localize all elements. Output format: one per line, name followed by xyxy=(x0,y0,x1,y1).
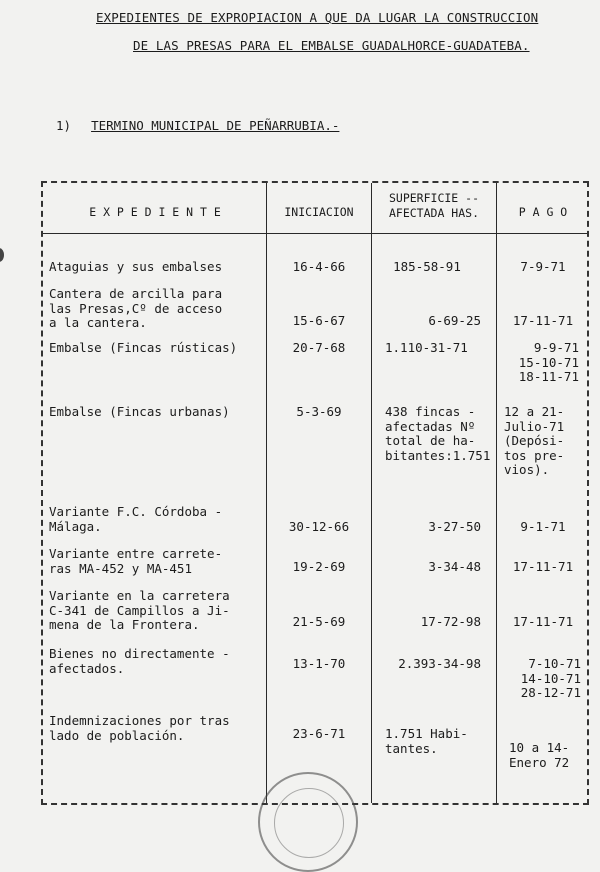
row-pago: 9-1-71 xyxy=(520,519,566,534)
row-pago: 10 a 14- Enero 72 xyxy=(509,740,570,770)
row-superficie: 3-34-48 xyxy=(428,559,481,574)
row-iniciacion: 5-3-69 xyxy=(296,404,342,419)
section-number: 1) xyxy=(56,118,72,133)
row-superficie: 185-58-91 xyxy=(393,259,461,274)
row-iniciacion: 15-6-67 xyxy=(292,313,346,328)
row-pago: 17-11-71 xyxy=(512,614,574,629)
document-title-line2: DE LAS PRESAS PARA EL EMBALSE GUADALHORCE-GUADATEBA. xyxy=(133,38,530,53)
column-divider xyxy=(371,183,372,803)
row-iniciacion: 30-12-66 xyxy=(288,519,350,534)
header-superficie: SUPERFICIE -- AFECTADA HAS. xyxy=(388,191,479,220)
row-iniciacion: 13-1-70 xyxy=(292,656,346,671)
header-pago: P A G O xyxy=(518,205,568,219)
header-divider xyxy=(43,233,587,234)
row-superficie: 2.393-34-98 xyxy=(398,656,481,671)
row-iniciacion: 19-2-69 xyxy=(292,559,346,574)
row-expediente: Variante en la carretera C-341 de Campillos a Ji- mena de la Frontera. xyxy=(49,588,230,632)
row-iniciacion: 23-6-71 xyxy=(292,726,346,741)
expropriation-table xyxy=(41,181,589,805)
row-pago: 9-9-71 15-10-71 18-11-71 xyxy=(518,340,579,384)
row-pago: 12 a 21- Julio-71 (Depósi- tos pre- vios). xyxy=(504,404,565,477)
header-iniciacion: INICIACION xyxy=(284,205,354,219)
section-title: TERMINO MUNICIPAL DE PEÑARRUBIA.- xyxy=(91,118,340,133)
row-iniciacion: 21-5-69 xyxy=(292,614,346,629)
header-expediente: E X P E D I E N T E xyxy=(89,205,221,219)
row-pago: 7-9-71 xyxy=(520,259,566,274)
row-expediente: Variante entre carrete- ras MA-452 y MA-451 xyxy=(49,546,223,576)
row-expediente: Variante F.C. Córdoba - Málaga. xyxy=(49,504,223,534)
row-expediente: Ataguias y sus embalses xyxy=(49,259,223,274)
column-divider xyxy=(496,183,497,803)
document-title-line1: EXPEDIENTES DE EXPROPIACION A QUE DA LUGAR LA CONSTRUCCION xyxy=(96,10,539,25)
row-pago: 17-11-71 xyxy=(512,313,574,328)
row-superficie: 6-69-25 xyxy=(428,313,481,328)
row-expediente: Embalse (Fincas rústicas) xyxy=(49,340,238,355)
row-superficie: 3-27-50 xyxy=(428,519,481,534)
row-expediente: Embalse (Fincas urbanas) xyxy=(49,404,230,419)
row-superficie: 17-72-98 xyxy=(420,614,481,629)
official-seal-inner-ring xyxy=(274,788,344,858)
binder-hole xyxy=(0,248,4,262)
row-expediente: Bienes no directamente - afectados. xyxy=(49,646,230,676)
official-seal-stamp xyxy=(258,772,358,872)
row-superficie: 438 fincas - afectadas Nº total de ha- bitantes:1.751 xyxy=(385,404,491,463)
row-superficie: 1.110-31-71 xyxy=(385,340,468,355)
column-divider xyxy=(266,183,267,803)
section-heading xyxy=(56,118,339,133)
row-expediente: Cantera de arcilla para las Presas,Cº de acceso a la cantera. xyxy=(49,286,223,330)
row-iniciacion: 16-4-66 xyxy=(292,259,346,274)
row-superficie: 1.751 Habi- tantes. xyxy=(385,726,468,756)
row-pago: 7-10-71 14-10-71 28-12-71 xyxy=(520,656,581,700)
row-iniciacion: 20-7-68 xyxy=(292,340,346,355)
row-pago: 17-11-71 xyxy=(512,559,574,574)
row-expediente: Indemnizaciones por tras lado de población. xyxy=(49,713,230,743)
